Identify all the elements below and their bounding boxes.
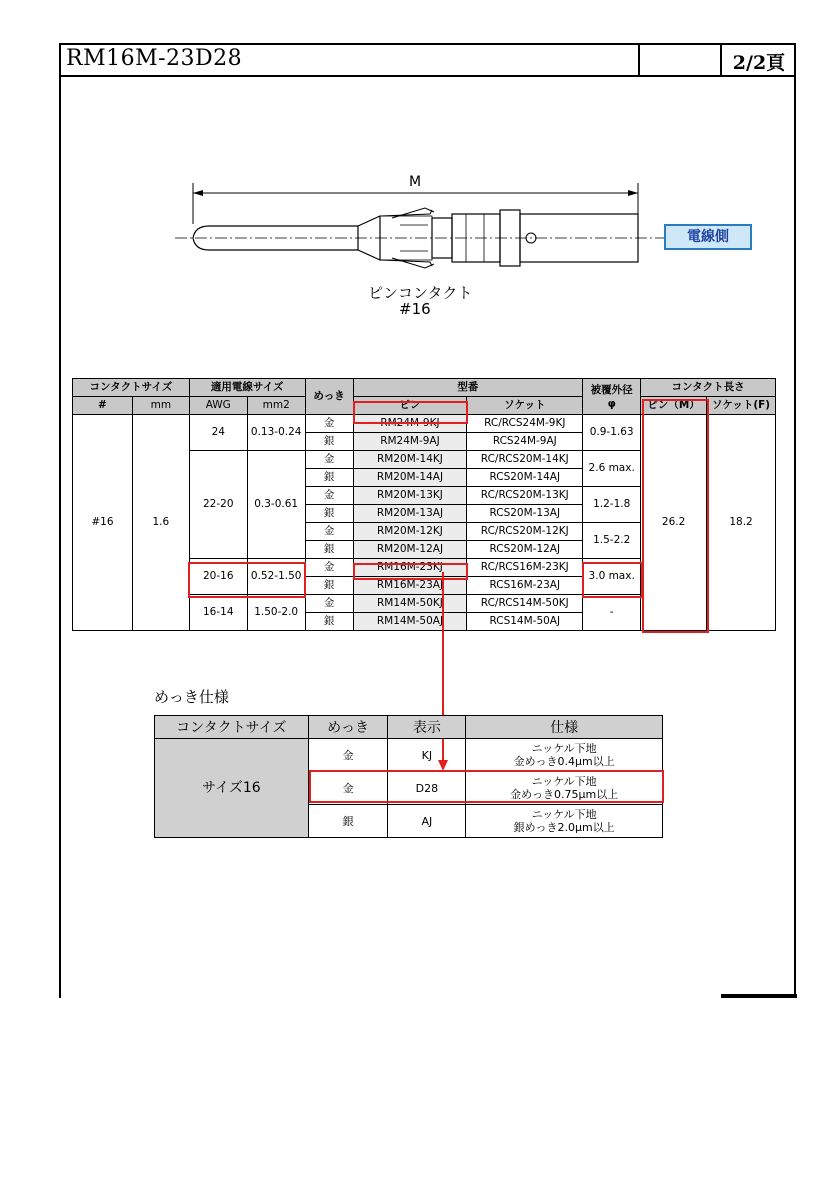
- od-cell: 2.6 max.: [583, 451, 641, 487]
- plating-cell: 銀: [305, 613, 353, 631]
- socket-cell: RCS20M-13AJ: [467, 505, 583, 523]
- plating-size-cell: サイズ16: [155, 739, 309, 838]
- socket-cell: RC/RCS16M-23KJ: [467, 559, 583, 577]
- plating-cell: 銀: [305, 541, 353, 559]
- socket-cell: RCS20M-12AJ: [467, 541, 583, 559]
- plating-header: 表示: [388, 716, 466, 739]
- plating-cell: 金: [305, 595, 353, 613]
- header-wire-size: 適用電線サイズ: [189, 379, 305, 397]
- pin-cell: RM16M-23AJ: [353, 577, 467, 595]
- spec-cell: ニッケル下地 金めっき0.75μm以上: [466, 772, 663, 805]
- header-mm: mm: [132, 397, 189, 415]
- header-socket-f: ソケット(F): [707, 397, 776, 415]
- plating-cell: 金: [305, 559, 353, 577]
- plating-spec-title: めっき仕様: [154, 688, 229, 706]
- plating-header: コンタクトサイズ: [155, 716, 309, 739]
- pin-cell: RM16M-23KJ: [353, 559, 467, 577]
- mm2-cell: 0.3-0.61: [247, 451, 305, 559]
- socket-length-cell: 18.2: [707, 415, 776, 631]
- plating-cell: 金: [308, 772, 388, 805]
- page-number: 2/2頁: [732, 52, 786, 74]
- code-cell: AJ: [388, 805, 466, 838]
- plating-cell: 金: [305, 487, 353, 505]
- header-pin: ピン: [353, 397, 467, 415]
- code-cell: KJ: [388, 739, 466, 772]
- awg-cell: 16-14: [189, 595, 247, 631]
- plating-cell: 銀: [305, 469, 353, 487]
- table-row: [155, 739, 663, 772]
- pin-cell: RM24M-9KJ: [353, 415, 467, 433]
- plating-cell: 銀: [305, 433, 353, 451]
- header-socket: ソケット: [467, 397, 583, 415]
- header-mm2: mm2: [247, 397, 305, 415]
- size-mm-cell: 1.6: [132, 415, 189, 631]
- highlight-d28-row: [309, 770, 664, 803]
- pin-cell: RM14M-50KJ: [353, 595, 467, 613]
- mm2-cell: 1.50-2.0: [247, 595, 305, 631]
- pin-cell: RM24M-9AJ: [353, 433, 467, 451]
- pin-cell: RM20M-14AJ: [353, 469, 467, 487]
- plating-header: 仕様: [466, 716, 663, 739]
- drawing-caption-size: #16: [399, 300, 431, 318]
- od-cell: 1.5-2.2: [583, 523, 641, 559]
- plating-cell: 金: [305, 451, 353, 469]
- header-contact-length: コンタクト長さ: [641, 379, 776, 397]
- socket-cell: RCS24M-9AJ: [467, 433, 583, 451]
- spec-cell: ニッケル下地 銀めっき2.0μm以上: [466, 805, 663, 838]
- pin-length-cell: 26.2: [641, 415, 707, 631]
- pin-cell: RM20M-13AJ: [353, 505, 467, 523]
- od-cell: 1.2-1.8: [583, 487, 641, 523]
- code-cell: D28: [388, 772, 466, 805]
- socket-cell: RC/RCS20M-14KJ: [467, 451, 583, 469]
- document-title: RM16M-23D28: [66, 46, 243, 71]
- header-insulation: 被覆外径 φ: [583, 379, 641, 415]
- dimension-label-m: M: [409, 174, 422, 190]
- header-pin-m: ピン（M）: [641, 397, 707, 415]
- size-num-cell: #16: [73, 415, 133, 631]
- awg-cell: 22-20: [189, 451, 247, 559]
- socket-cell: RC/RCS20M-13KJ: [467, 487, 583, 505]
- od-cell: 3.0 max.: [583, 559, 641, 595]
- header-num: #: [73, 397, 133, 415]
- socket-cell: RCS14M-50AJ: [467, 613, 583, 631]
- header-plating: めっき: [305, 379, 353, 415]
- od-cell: 0.9-1.63: [583, 415, 641, 451]
- plating-cell: 銀: [308, 805, 388, 838]
- spec-cell: ニッケル下地 金めっき0.4μm以上: [466, 739, 663, 772]
- socket-cell: RCS20M-14AJ: [467, 469, 583, 487]
- awg-cell: 24: [189, 415, 247, 451]
- plating-cell: 銀: [305, 577, 353, 595]
- pin-cell: RM20M-14KJ: [353, 451, 467, 469]
- socket-cell: RCS16M-23AJ: [467, 577, 583, 595]
- awg-cell: 20-16: [189, 559, 247, 595]
- socket-cell: RC/RCS24M-9KJ: [467, 415, 583, 433]
- plating-header: めっき: [308, 716, 388, 739]
- drawing-caption: ピンコンタクト: [368, 284, 473, 302]
- pin-cell: RM20M-12AJ: [353, 541, 467, 559]
- header-awg: AWG: [189, 397, 247, 415]
- socket-cell: RC/RCS14M-50KJ: [467, 595, 583, 613]
- mm2-cell: 0.13-0.24: [247, 415, 305, 451]
- bottom-rule: [721, 994, 797, 998]
- plating-cell: 銀: [305, 505, 353, 523]
- plating-cell: 金: [308, 739, 388, 772]
- plating-cell: 金: [305, 415, 353, 433]
- header-contact-size: コンタクトサイズ: [73, 379, 190, 397]
- header-model: 型番: [353, 379, 583, 397]
- wire-side-label: 電線側: [664, 224, 752, 250]
- od-cell: -: [583, 595, 641, 631]
- pin-cell: RM20M-13KJ: [353, 487, 467, 505]
- pin-cell: RM20M-12KJ: [353, 523, 467, 541]
- plating-cell: 金: [305, 523, 353, 541]
- mm2-cell: 0.52-1.50: [247, 559, 305, 595]
- socket-cell: RC/RCS20M-12KJ: [467, 523, 583, 541]
- pin-cell: RM14M-50AJ: [353, 613, 467, 631]
